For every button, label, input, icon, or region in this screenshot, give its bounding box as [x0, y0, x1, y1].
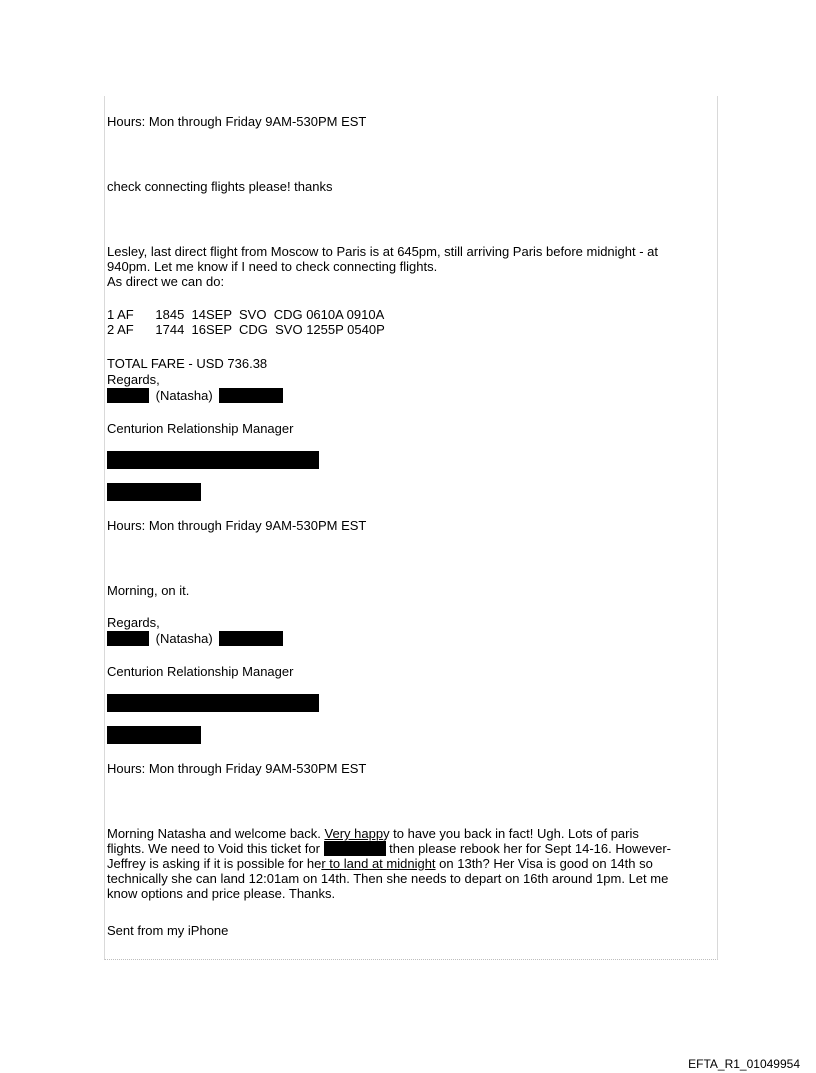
redaction-block: [107, 726, 201, 744]
message-check-connecting: check connecting flights please! thanks: [107, 179, 333, 194]
message-morning-natasha: [107, 826, 713, 901]
flight-itinerary: [107, 307, 713, 337]
message-line: technically she can land 12:01am on 14th. Then she needs to depart on 16th around 1pm. Let me: [107, 871, 669, 886]
regards-text: Regards,: [107, 615, 160, 630]
redaction-block: [107, 483, 201, 501]
message-line: As direct we can do:: [107, 274, 225, 289]
total-fare: TOTAL FARE - USD 736.38: [107, 356, 268, 371]
hours-text: Hours: Mon through Friday 9AM-530PM EST: [107, 761, 367, 776]
message-line: flights. We need to Void this ticket for then please rebook her for Sept 14-16. However-: [107, 841, 671, 856]
signature-name: (Natasha): [155, 631, 213, 646]
message-lesley: [107, 244, 713, 289]
redaction-block: [324, 841, 386, 856]
role-title: Centurion Relationship Manager: [107, 664, 294, 679]
message-line: Morning Natasha and welcome back. Very happy to have you back in fact! Ugh. Lots of paris: [107, 826, 639, 841]
signature-name: (Natasha): [155, 388, 213, 403]
role-title: Centurion Relationship Manager: [107, 421, 294, 436]
message-line: 940pm. Let me know if I need to check connecting flights.: [107, 259, 438, 274]
hours-text: Hours: Mon through Friday 9AM-530PM EST: [107, 114, 367, 129]
message-line: Lesley, last direct flight from Moscow to Paris is at 645pm, still arriving Paris before midnight - at: [107, 244, 659, 259]
regards-text: Regards,: [107, 372, 160, 387]
hours-text: Hours: Mon through Friday 9AM-530PM EST: [107, 518, 367, 533]
redaction-block: [219, 388, 283, 403]
message-line: know options and price please. Thanks.: [107, 886, 336, 901]
signature-line: [107, 388, 283, 403]
sent-from-signature: Sent from my iPhone: [107, 923, 229, 938]
flight-row: 1 AF 1845 14SEP SVO CDG 0610A 0910A: [107, 307, 385, 322]
redaction-block: [107, 388, 149, 403]
document-id-footer: EFTA_R1_01049954: [688, 1057, 800, 1071]
message-morning-on-it: Morning, on it.: [107, 583, 190, 598]
flight-row: 2 AF 1744 16SEP CDG SVO 1255P 0540P: [107, 322, 385, 337]
signature-line: [107, 631, 283, 646]
redaction-block: [107, 694, 319, 712]
message-line: Jeffrey is asking if it is possible for her to land at midnight on 13th? Her Visa is good on 14th so: [107, 856, 653, 871]
redaction-block: [107, 451, 319, 469]
redaction-block: [107, 631, 149, 646]
redaction-block: [219, 631, 283, 646]
